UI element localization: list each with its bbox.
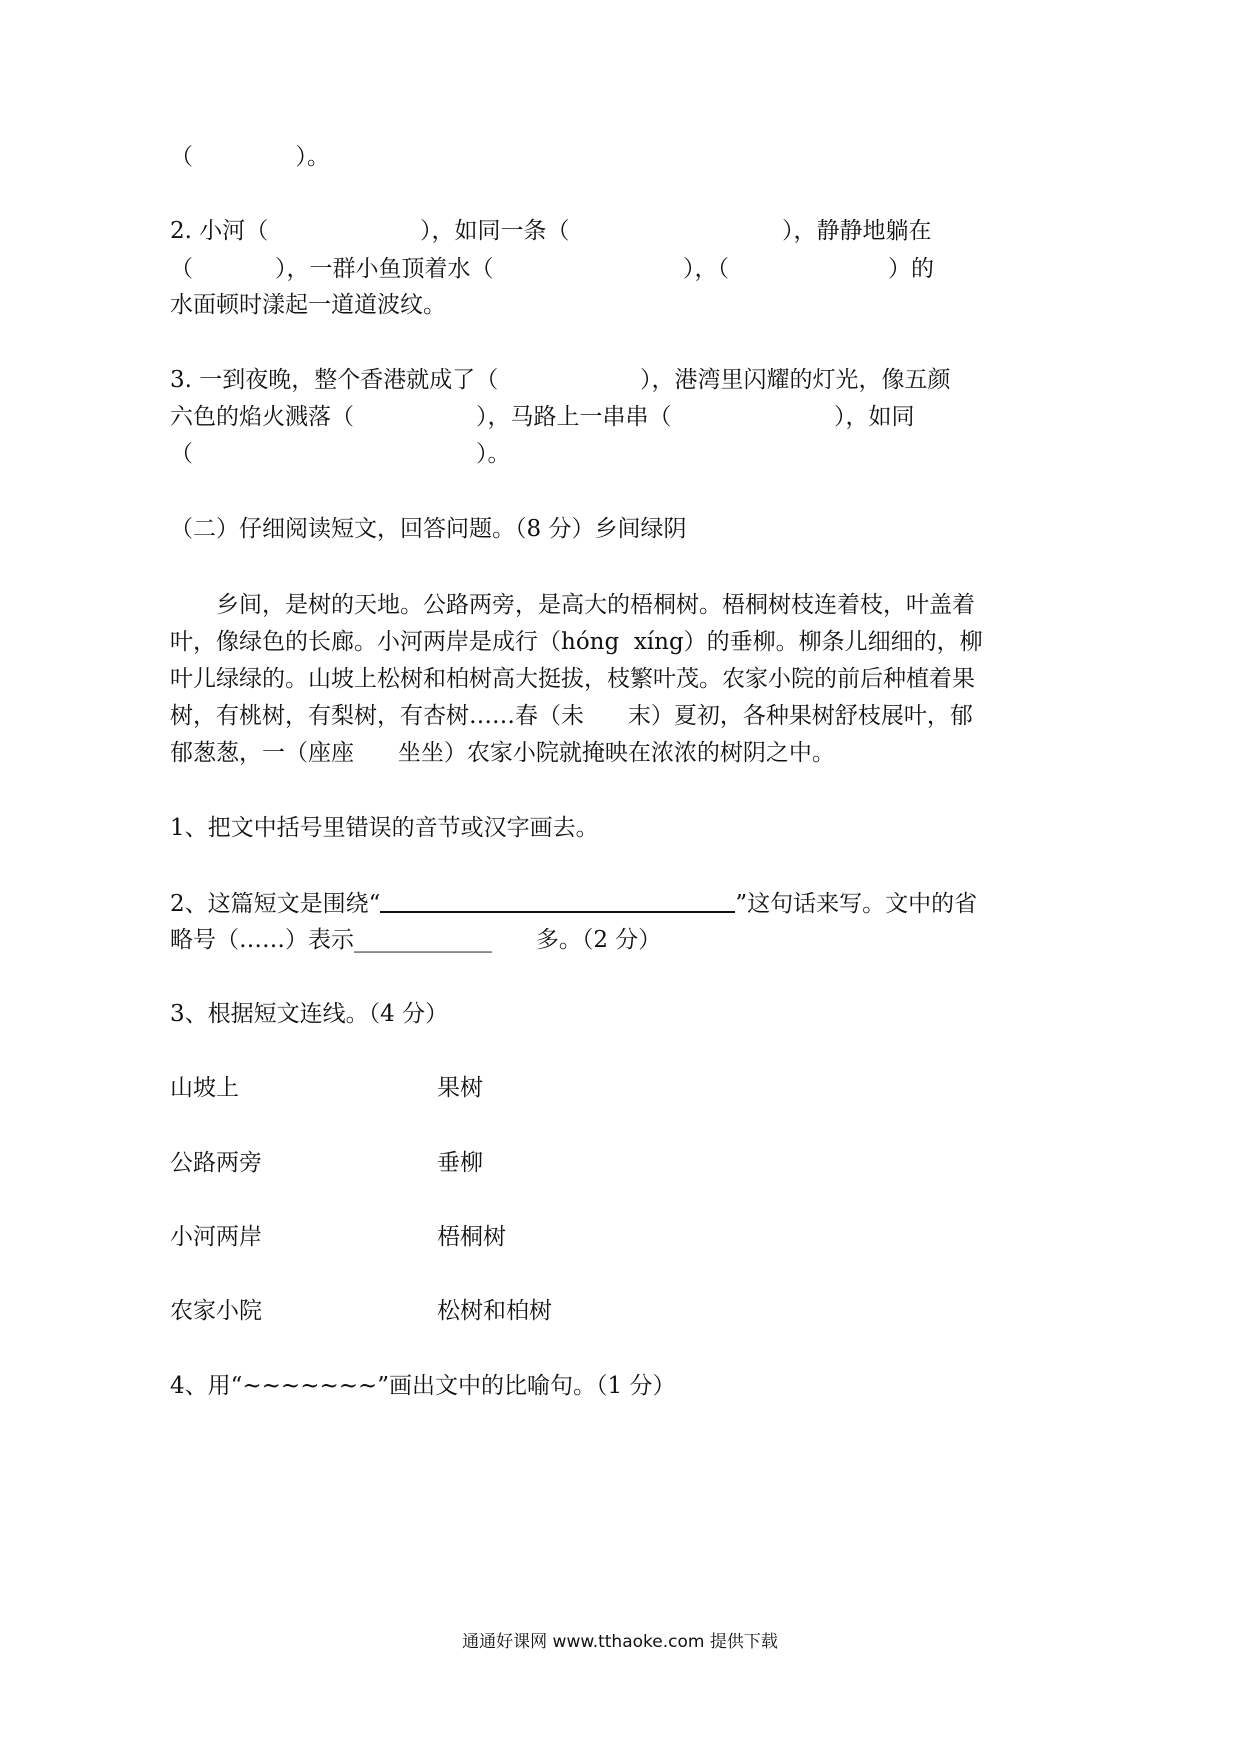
answer-underline bbox=[380, 887, 735, 913]
q3-line3-a: （ bbox=[170, 441, 193, 467]
q2-line1-c: ），静静地躺在 bbox=[782, 218, 932, 244]
passage-line-3: 叶儿绿绿的。山坡上松树和柏树高大挺拔，枝繁叶茂。农家小院的前后种植着果 bbox=[170, 666, 975, 692]
q2-line2-c: ），（ bbox=[683, 256, 729, 282]
match-left-1: 山坡上 bbox=[170, 1075, 239, 1101]
q3-line2-b: ），马路上一串串（ bbox=[476, 404, 672, 430]
passage-line-4: 树，有桃树，有梨树，有杏树……春（未 末）夏初，各种果树舒枝展叶，郁 bbox=[170, 703, 973, 729]
q3-line3-b: ）。 bbox=[476, 441, 511, 467]
q2-line3: 水面顿时漾起一道道波纹。 bbox=[170, 292, 446, 318]
match-left-3: 小河两岸 bbox=[170, 1224, 262, 1250]
question-4: 4、用“~~~~~~~”画出文中的比喻句。（1 分） bbox=[170, 1373, 676, 1399]
q3-line1-b: ），港湾里闪耀的灯光，像五颜 bbox=[640, 367, 951, 393]
passage-line-2: 叶，像绿色的长廊。小河两岸是成行（hóng xíng）的垂柳。柳条儿细细的，柳 bbox=[170, 629, 983, 655]
question-2-text-b: ”这句话来写。文中的省 bbox=[735, 891, 978, 917]
q3-line2-a: 六色的焰火溅落（ bbox=[170, 404, 354, 430]
question-2-line2: 略号（……）表示____________ 多。（2 分） bbox=[170, 927, 662, 953]
match-right-2: 垂柳 bbox=[437, 1150, 483, 1176]
q2-line2-a: （ bbox=[170, 256, 193, 282]
question-1: 1、把文中括号里错误的音节或汉字画去。 bbox=[170, 815, 599, 841]
q2-line1-b: ），如同一条（ bbox=[420, 218, 570, 244]
passage-line-5: 郁葱葱，一（座座 坐坐）农家小院就掩映在浓浓的树阴之中。 bbox=[170, 740, 835, 766]
q3-line1-a: 3. 一到夜晚，整个香港就成了（ bbox=[170, 367, 499, 393]
match-right-1: 果树 bbox=[437, 1075, 483, 1101]
passage-line-1: 乡间，是树的天地。公路两旁，是高大的梧桐树。梧桐树枝连着枝，叶盖着 bbox=[216, 592, 975, 618]
match-right-3: 梧桐树 bbox=[437, 1224, 506, 1250]
q2-line2-b: ），一群小鱼顶着水（ bbox=[275, 256, 494, 282]
footer-credit: 通通好课网 www.tthaoke.com 提供下载 bbox=[462, 1632, 778, 1652]
section2-heading: （二）仔细阅读短文，回答问题。（8 分）乡间绿阴 bbox=[170, 516, 687, 542]
q3-line2-c: ），如同 bbox=[834, 404, 915, 430]
question-2-line1 bbox=[170, 887, 977, 919]
question-2-text-a: 2、这篇短文是围绕“ bbox=[170, 891, 381, 917]
question-3: 3、根据短文连线。（4 分） bbox=[170, 1001, 449, 1027]
q2-line2-d: ）的 bbox=[888, 256, 934, 282]
match-right-4: 松树和柏树 bbox=[437, 1298, 552, 1324]
match-left-4: 农家小院 bbox=[170, 1298, 262, 1324]
q2-line1-a: 2. 小河（ bbox=[170, 218, 269, 244]
q1-tail: （ ）。 bbox=[170, 144, 330, 170]
match-left-2: 公路两旁 bbox=[170, 1150, 262, 1176]
